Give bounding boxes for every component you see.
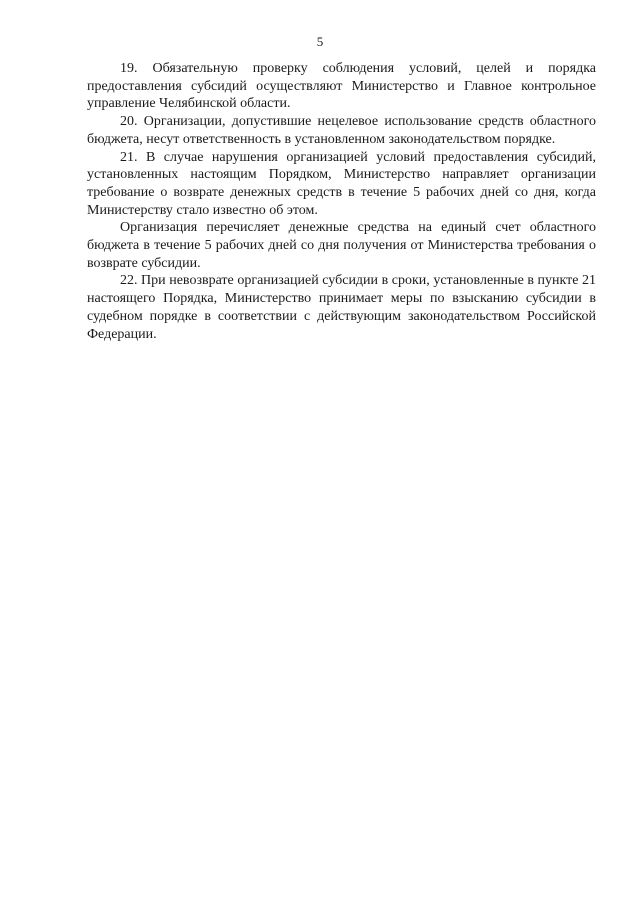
paragraph-clause-21: 21. В случае нарушения организацией условий предоставления субсидий, установленных настоящим Порядком, Министерство направляет организации требование о возврате денежных средств в течение 5 рабочих дней со дня, когда Министерству стало известно об этом. [87, 149, 596, 218]
document-body [87, 60, 596, 343]
paragraph-refund-transfer: Организация перечисляет денежные средства на единый счет областного бюджета в течение 5 рабочих дней со дня получения от Министерства требования о возврате субсидии. [87, 220, 596, 271]
paragraph-clause-22: 22. При невозврате организацией субсидии в сроки, установленные в пункте 21 настоящего Порядка, Министерство принимает меры по взысканию субсидии в судебном порядке в соответствии с действующим законодательством Российской Федерации. [87, 273, 596, 342]
paragraph-clause-20: 20. Организации, допустившие нецелевое использование средств областного бюджета, несут ответственность в установленном законодательством порядке. [87, 114, 596, 147]
page-number: 5 [316, 34, 324, 49]
paragraph-clause-19: 19. Обязательную проверку соблюдения условий, целей и порядка предоставления субсидий осуществляют Министерство и Главное контрольное управление Челябинской области. [87, 61, 596, 112]
